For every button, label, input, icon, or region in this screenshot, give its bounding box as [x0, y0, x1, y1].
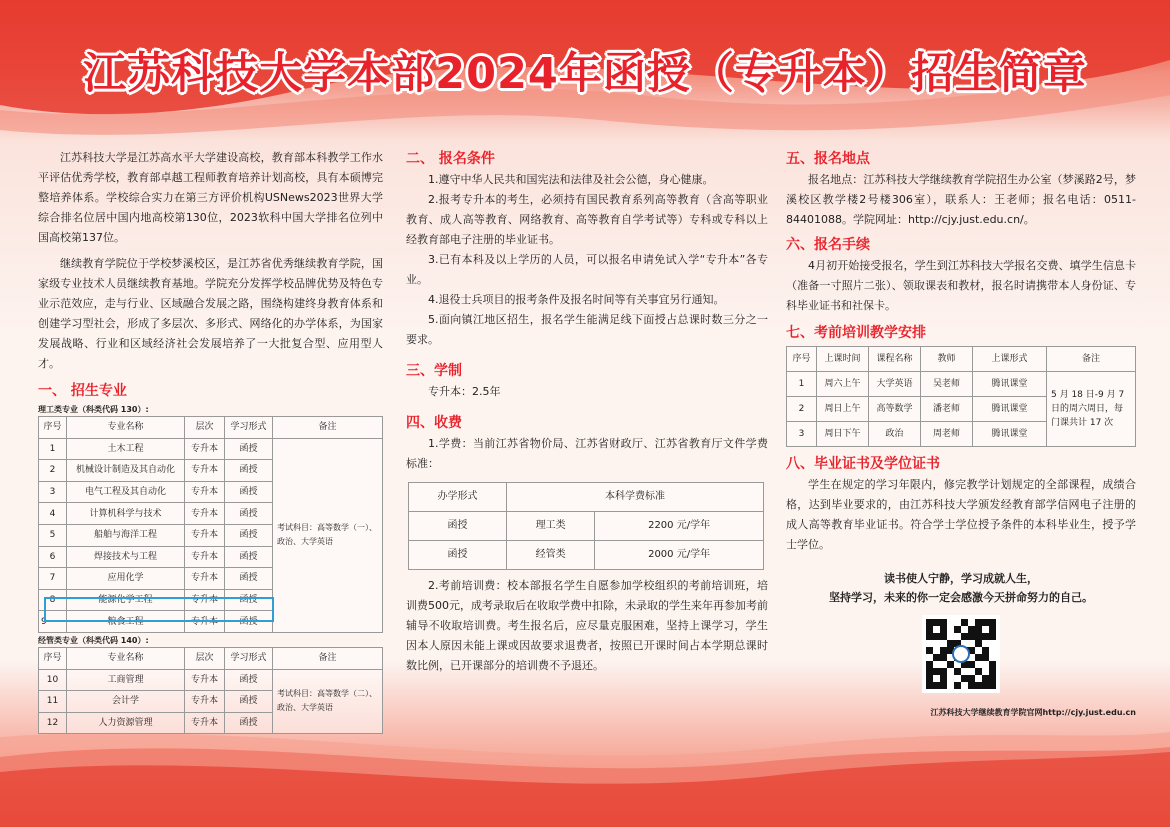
sci-majors-table [38, 416, 383, 633]
table-cell: 会计学 [67, 691, 185, 713]
header-cell: 课程名称 [869, 347, 921, 372]
qr-module [940, 675, 947, 682]
table-cell: 腾讯课堂 [973, 397, 1047, 422]
header-cell: 教师 [921, 347, 973, 372]
table-header-row [39, 647, 383, 669]
qr-module [968, 668, 975, 675]
qr-module [968, 661, 975, 668]
table-cell: 函授 [225, 503, 273, 525]
header-cell: 上课时间 [817, 347, 869, 372]
qr-module [926, 654, 933, 661]
qr-module [940, 619, 947, 626]
table-cell: 2 [787, 397, 817, 422]
qr-module [926, 675, 933, 682]
qr-module [982, 682, 989, 689]
qr-module [989, 682, 996, 689]
table-cell: 2000 元/学年 [595, 541, 764, 570]
table-cell: 政治 [869, 422, 921, 447]
qr-module [989, 675, 996, 682]
table-cell: 1 [39, 438, 67, 460]
qr-module [982, 626, 989, 633]
table-cell: 专升本 [185, 589, 225, 611]
qr-module [989, 640, 996, 647]
table-cell: 4 [39, 503, 67, 525]
training-fee-text: 2.考前培训费：校本部报名学生自愿参加学校组织的考前培训班，培训费500元，成考录取后在收取学费中扣除，未录取的学生来年再参加考前辅导不收取培训费。考生报名后，应尽量克服困难，坚持上课学习，学生因本人原因未能上课或因故要求退费者，按照已开课时间占本学期总课时数比例，已开课部分的培训费不予退还。 [406, 579, 768, 672]
header-cell: 序号 [39, 647, 67, 669]
header-cell: 层次 [185, 417, 225, 439]
table-cell: 计算机科学与技术 [67, 503, 185, 525]
header-cell: 办学形式 [409, 483, 507, 512]
table-cell: 8 [39, 589, 67, 611]
qr-module [989, 619, 996, 626]
table-cell: 函授 [225, 712, 273, 734]
qr-module [954, 675, 961, 682]
qr-module [961, 633, 968, 640]
table-cell: 经管类 [507, 541, 595, 570]
table-cell: 电气工程及其自动化 [67, 481, 185, 503]
table-cell: 1 [787, 372, 817, 397]
qr-module [954, 682, 961, 689]
header-cell: 序号 [787, 347, 817, 372]
header-cell: 备注 [1047, 347, 1136, 372]
qr-module [961, 668, 968, 675]
table-cell: 专升本 [185, 481, 225, 503]
qr-module [933, 626, 940, 633]
table-cell: 周六上午 [817, 372, 869, 397]
qr-module [982, 654, 989, 661]
qr-module [940, 682, 947, 689]
qr-module [968, 675, 975, 682]
table-header-row [409, 483, 764, 512]
qr-module [975, 626, 982, 633]
qr-module [947, 682, 954, 689]
qr-module [947, 640, 954, 647]
table-cell: 函授 [225, 481, 273, 503]
qr-module [975, 647, 982, 654]
table-cell: 专升本 [185, 524, 225, 546]
table-cell: 9 [39, 611, 67, 633]
table-row [409, 541, 764, 570]
qr-module [982, 661, 989, 668]
table-cell: 专升本 [185, 438, 225, 460]
qr-module [982, 633, 989, 640]
table-cell: 函授 [225, 669, 273, 691]
qr-module [968, 633, 975, 640]
table-cell: 函授 [225, 691, 273, 713]
table-header-row [787, 347, 1136, 372]
condition-item-5: 5.面向镇江地区招生，报名学生能满足线下面授占总课时数三分之一要求。 [406, 313, 768, 346]
condition-item-1: 1.遵守中华人民共和国宪法和法律及社会公德，身心健康。 [428, 173, 714, 186]
table-cell: 6 [39, 546, 67, 568]
page-title: 江苏科技大学本部2024年函授（专升本）招生简章 [83, 49, 1087, 99]
slogan-line-1: 读书使人宁静，学习成就人生， [884, 572, 1038, 585]
header-cell: 学习形式 [225, 417, 273, 439]
table-cell: 5 [39, 524, 67, 546]
qr-module [968, 640, 975, 647]
qr-module [933, 682, 940, 689]
table-cell: 2200 元/学年 [595, 512, 764, 541]
table-cell: 周日上午 [817, 397, 869, 422]
section-heading-duration: 三、学制 [406, 363, 462, 379]
header-cell: 备注 [273, 417, 383, 439]
qr-module [975, 654, 982, 661]
qr-module [947, 675, 954, 682]
table-cell: 函授 [225, 611, 273, 633]
qr-logo-icon [952, 645, 970, 663]
section-heading-schedule: 七、考前培训教学安排 [786, 325, 926, 341]
qr-module [947, 668, 954, 675]
table-cell: 潘老师 [921, 397, 973, 422]
left-column [38, 148, 383, 734]
qr-module [933, 654, 940, 661]
qr-module [926, 661, 933, 668]
qr-module [989, 661, 996, 668]
qr-module [961, 675, 968, 682]
qr-module [926, 647, 933, 654]
table-cell: 腾讯课堂 [973, 422, 1047, 447]
intro-paragraph-1: 江苏科技大学是江苏高水平大学建设高校，教育部本科教学工作水平评估优秀学校，教育部卓越工程师教育培养计划高校，具有本硕博完整培养体系。学校综合实力在第三方评价机构USNews2023世界大学综合排名位居中国内地高校第130位，2023软科中国大学排名位列中国高校第137位。 [38, 151, 383, 244]
table-cell: 焊接技术与工程 [67, 546, 185, 568]
table-cell: 3 [787, 422, 817, 447]
header-cell: 专业名称 [67, 417, 185, 439]
header-cell: 上课形式 [973, 347, 1047, 372]
sci-category-label: 理工类专业（科类代码 130）: [38, 405, 149, 414]
table-header-row [39, 417, 383, 439]
qr-module [926, 619, 933, 626]
qr-module [968, 619, 975, 626]
intro-paragraph-2: 继续教育学院位于学校梦溪校区，是江苏省优秀继续教育学院，国家级专业技术人员继续教育基地。学院充分发挥学校品牌优势及特色专业示范效应，走与行业、区域融合发展之路，围绕构建终身教育体系和创建学习型社会，形成了多层次、多形式、网络化的办学体系，为国家发展战略、行业和区域经济社会发展培养了一大批复合型、应用型人才。 [38, 257, 383, 370]
section-heading-certificate: 八、毕业证书及学位证书 [786, 456, 940, 472]
table-cell: 函授 [225, 589, 273, 611]
qr-module [975, 640, 982, 647]
table-cell: 函授 [409, 541, 507, 570]
qr-module [982, 647, 989, 654]
right-column [786, 148, 1136, 723]
table-row [409, 512, 764, 541]
procedure-text: 4月初开始接受报名，学生到江苏科技大学报名交费、填学生信息卡（准备一寸照片二张）、领取课表和教材，报名时请携带本人身份证、专科毕业证书和社保卡。 [786, 259, 1136, 312]
fee-intro: 1.学费：当前江苏省物价局、江苏省财政厅、江苏省教育厅文件学费标准： [406, 437, 768, 470]
qr-module [975, 633, 982, 640]
qr-module [926, 668, 933, 675]
qr-module [933, 675, 940, 682]
table-cell: 专升本 [185, 712, 225, 734]
section-heading-majors: 一、 招生专业 [38, 383, 127, 399]
qr-module [940, 640, 947, 647]
qr-module [954, 668, 961, 675]
table-row [787, 372, 1136, 397]
qr-module [954, 633, 961, 640]
qr-module [940, 661, 947, 668]
table-cell: 应用化学 [67, 568, 185, 590]
table-cell: 10 [39, 669, 67, 691]
qr-module [940, 654, 947, 661]
table-cell: 吴老师 [921, 372, 973, 397]
table-cell: 3 [39, 481, 67, 503]
table-cell: 工商管理 [67, 669, 185, 691]
footer-website: 江苏科技大学继续教育学院官网http://cjy.just.edu.cn [930, 708, 1136, 717]
table-cell: 专升本 [185, 460, 225, 482]
qr-module [989, 668, 996, 675]
qr-module [947, 619, 954, 626]
qr-module [989, 647, 996, 654]
qr-module [989, 626, 996, 633]
qr-module [940, 626, 947, 633]
table-cell: 专升本 [185, 503, 225, 525]
qr-module [933, 661, 940, 668]
table-cell: 腾讯课堂 [973, 372, 1047, 397]
table-cell: 周日下午 [817, 422, 869, 447]
table-cell: 11 [39, 691, 67, 713]
qr-module [933, 647, 940, 654]
table-cell: 船舶与海洋工程 [67, 524, 185, 546]
table-cell: 专升本 [185, 546, 225, 568]
qr-module [926, 640, 933, 647]
table-cell: 专升本 [185, 669, 225, 691]
qr-module [968, 626, 975, 633]
section-heading-location: 五、报名地点 [786, 151, 870, 167]
table-cell: 粮食工程 [67, 611, 185, 633]
qr-module [933, 619, 940, 626]
header-cell: 专业名称 [67, 647, 185, 669]
table-cell: 函授 [225, 460, 273, 482]
econ-remark-cell: 考试科目：高等数学（二）、政治、大学英语 [273, 669, 383, 734]
section-heading-conditions: 二、 报名条件 [406, 151, 495, 167]
table-cell: 理工类 [507, 512, 595, 541]
qr-module [926, 633, 933, 640]
table-cell: 函授 [225, 568, 273, 590]
header-cell: 学习形式 [225, 647, 273, 669]
table-cell: 土木工程 [67, 438, 185, 460]
qr-code-icon [922, 615, 1000, 693]
qr-module [961, 619, 968, 626]
econ-majors-table [38, 647, 383, 734]
location-text: 报名地点：江苏科技大学继续教育学院招生办公室（梦溪路2号，梦溪校区教学楼2号楼306室），联系人：王老师；报名电话：0511-84401088。学院网址：http://cjy.just.edu.cn/。 [786, 173, 1136, 226]
schedule-table [786, 346, 1136, 447]
section-heading-procedure: 六、报名手续 [786, 237, 870, 253]
qr-module [989, 654, 996, 661]
certificate-text: 学生在规定的学习年限内，修完教学计划规定的全部课程，成绩合格，达到毕业要求的，由江苏科技大学颁发经教育部学信网电子注册的成人高等教育毕业证书。符合学士学位授予条件的本科毕业生，授予学士学位。 [786, 478, 1136, 551]
qr-module [947, 633, 954, 640]
table-cell: 机械设计制造及其自动化 [67, 460, 185, 482]
condition-item-2: 2.报考专升本的考生，必须持有国民教育系列高等教育（含高等职业教育、成人高等教育、网络教育、高等教育自学考试等）专科或专科以上经教育部电子注册的毕业证书。 [406, 193, 768, 246]
table-cell: 函授 [225, 524, 273, 546]
qr-module [940, 633, 947, 640]
table-cell: 大学英语 [869, 372, 921, 397]
condition-item-3: 3.已有本科及以上学历的人员，可以报名申请免试入学“专升本”各专业。 [406, 253, 768, 286]
qr-module [975, 619, 982, 626]
qr-module [954, 626, 961, 633]
qr-module [947, 626, 954, 633]
table-cell: 7 [39, 568, 67, 590]
header-cell: 备注 [273, 647, 383, 669]
header-cell: 层次 [185, 647, 225, 669]
table-cell: 专升本 [185, 568, 225, 590]
table-cell: 人力资源管理 [67, 712, 185, 734]
table-row [39, 438, 383, 460]
fee-table [408, 482, 764, 570]
qr-module [982, 619, 989, 626]
table-cell: 函授 [225, 546, 273, 568]
table-cell: 函授 [409, 512, 507, 541]
qr-module [961, 682, 968, 689]
table-cell: 12 [39, 712, 67, 734]
qr-module [933, 640, 940, 647]
qr-module [926, 626, 933, 633]
qr-module [982, 668, 989, 675]
qr-module [961, 626, 968, 633]
table-cell: 能源化学工程 [67, 589, 185, 611]
table-cell: 高等数学 [869, 397, 921, 422]
table-cell: 专升本 [185, 611, 225, 633]
duration-text: 专升本：2.5年 [428, 385, 501, 398]
header-cell: 本科学费标准 [507, 483, 764, 512]
qr-module [975, 675, 982, 682]
schedule-remark-cell: 5 月 18 日-9 月 7 日的周六周日，每门课共计 17 次 [1047, 372, 1136, 447]
qr-module [940, 668, 947, 675]
slogan [786, 569, 1136, 607]
qr-module [975, 661, 982, 668]
qr-module [947, 661, 954, 668]
condition-item-4: 4.退役士兵项目的报考条件及报名时间等有关事宜另行通知。 [428, 293, 725, 306]
qr-module [954, 619, 961, 626]
table-cell: 2 [39, 460, 67, 482]
qr-module [968, 682, 975, 689]
section-heading-fees: 四、收费 [406, 415, 462, 431]
qr-module [975, 668, 982, 675]
sci-remark-cell: 考试科目：高等数学（一）、政治、大学英语 [273, 438, 383, 632]
qr-module [982, 640, 989, 647]
table-row [39, 669, 383, 691]
table-cell: 函授 [225, 438, 273, 460]
qr-module [926, 682, 933, 689]
middle-column [406, 148, 768, 676]
slogan-line-2: 坚持学习，未来的你一定会感激今天拼命努力的自己。 [829, 591, 1093, 604]
qr-module [940, 647, 947, 654]
table-cell: 周老师 [921, 422, 973, 447]
qr-module [989, 633, 996, 640]
qr-module [933, 633, 940, 640]
econ-category-label: 经管类专业（科类代码 140）: [38, 635, 149, 645]
qr-module [982, 675, 989, 682]
qr-module [975, 682, 982, 689]
table-cell: 专升本 [185, 691, 225, 713]
header-cell: 序号 [39, 417, 67, 439]
qr-module [933, 668, 940, 675]
